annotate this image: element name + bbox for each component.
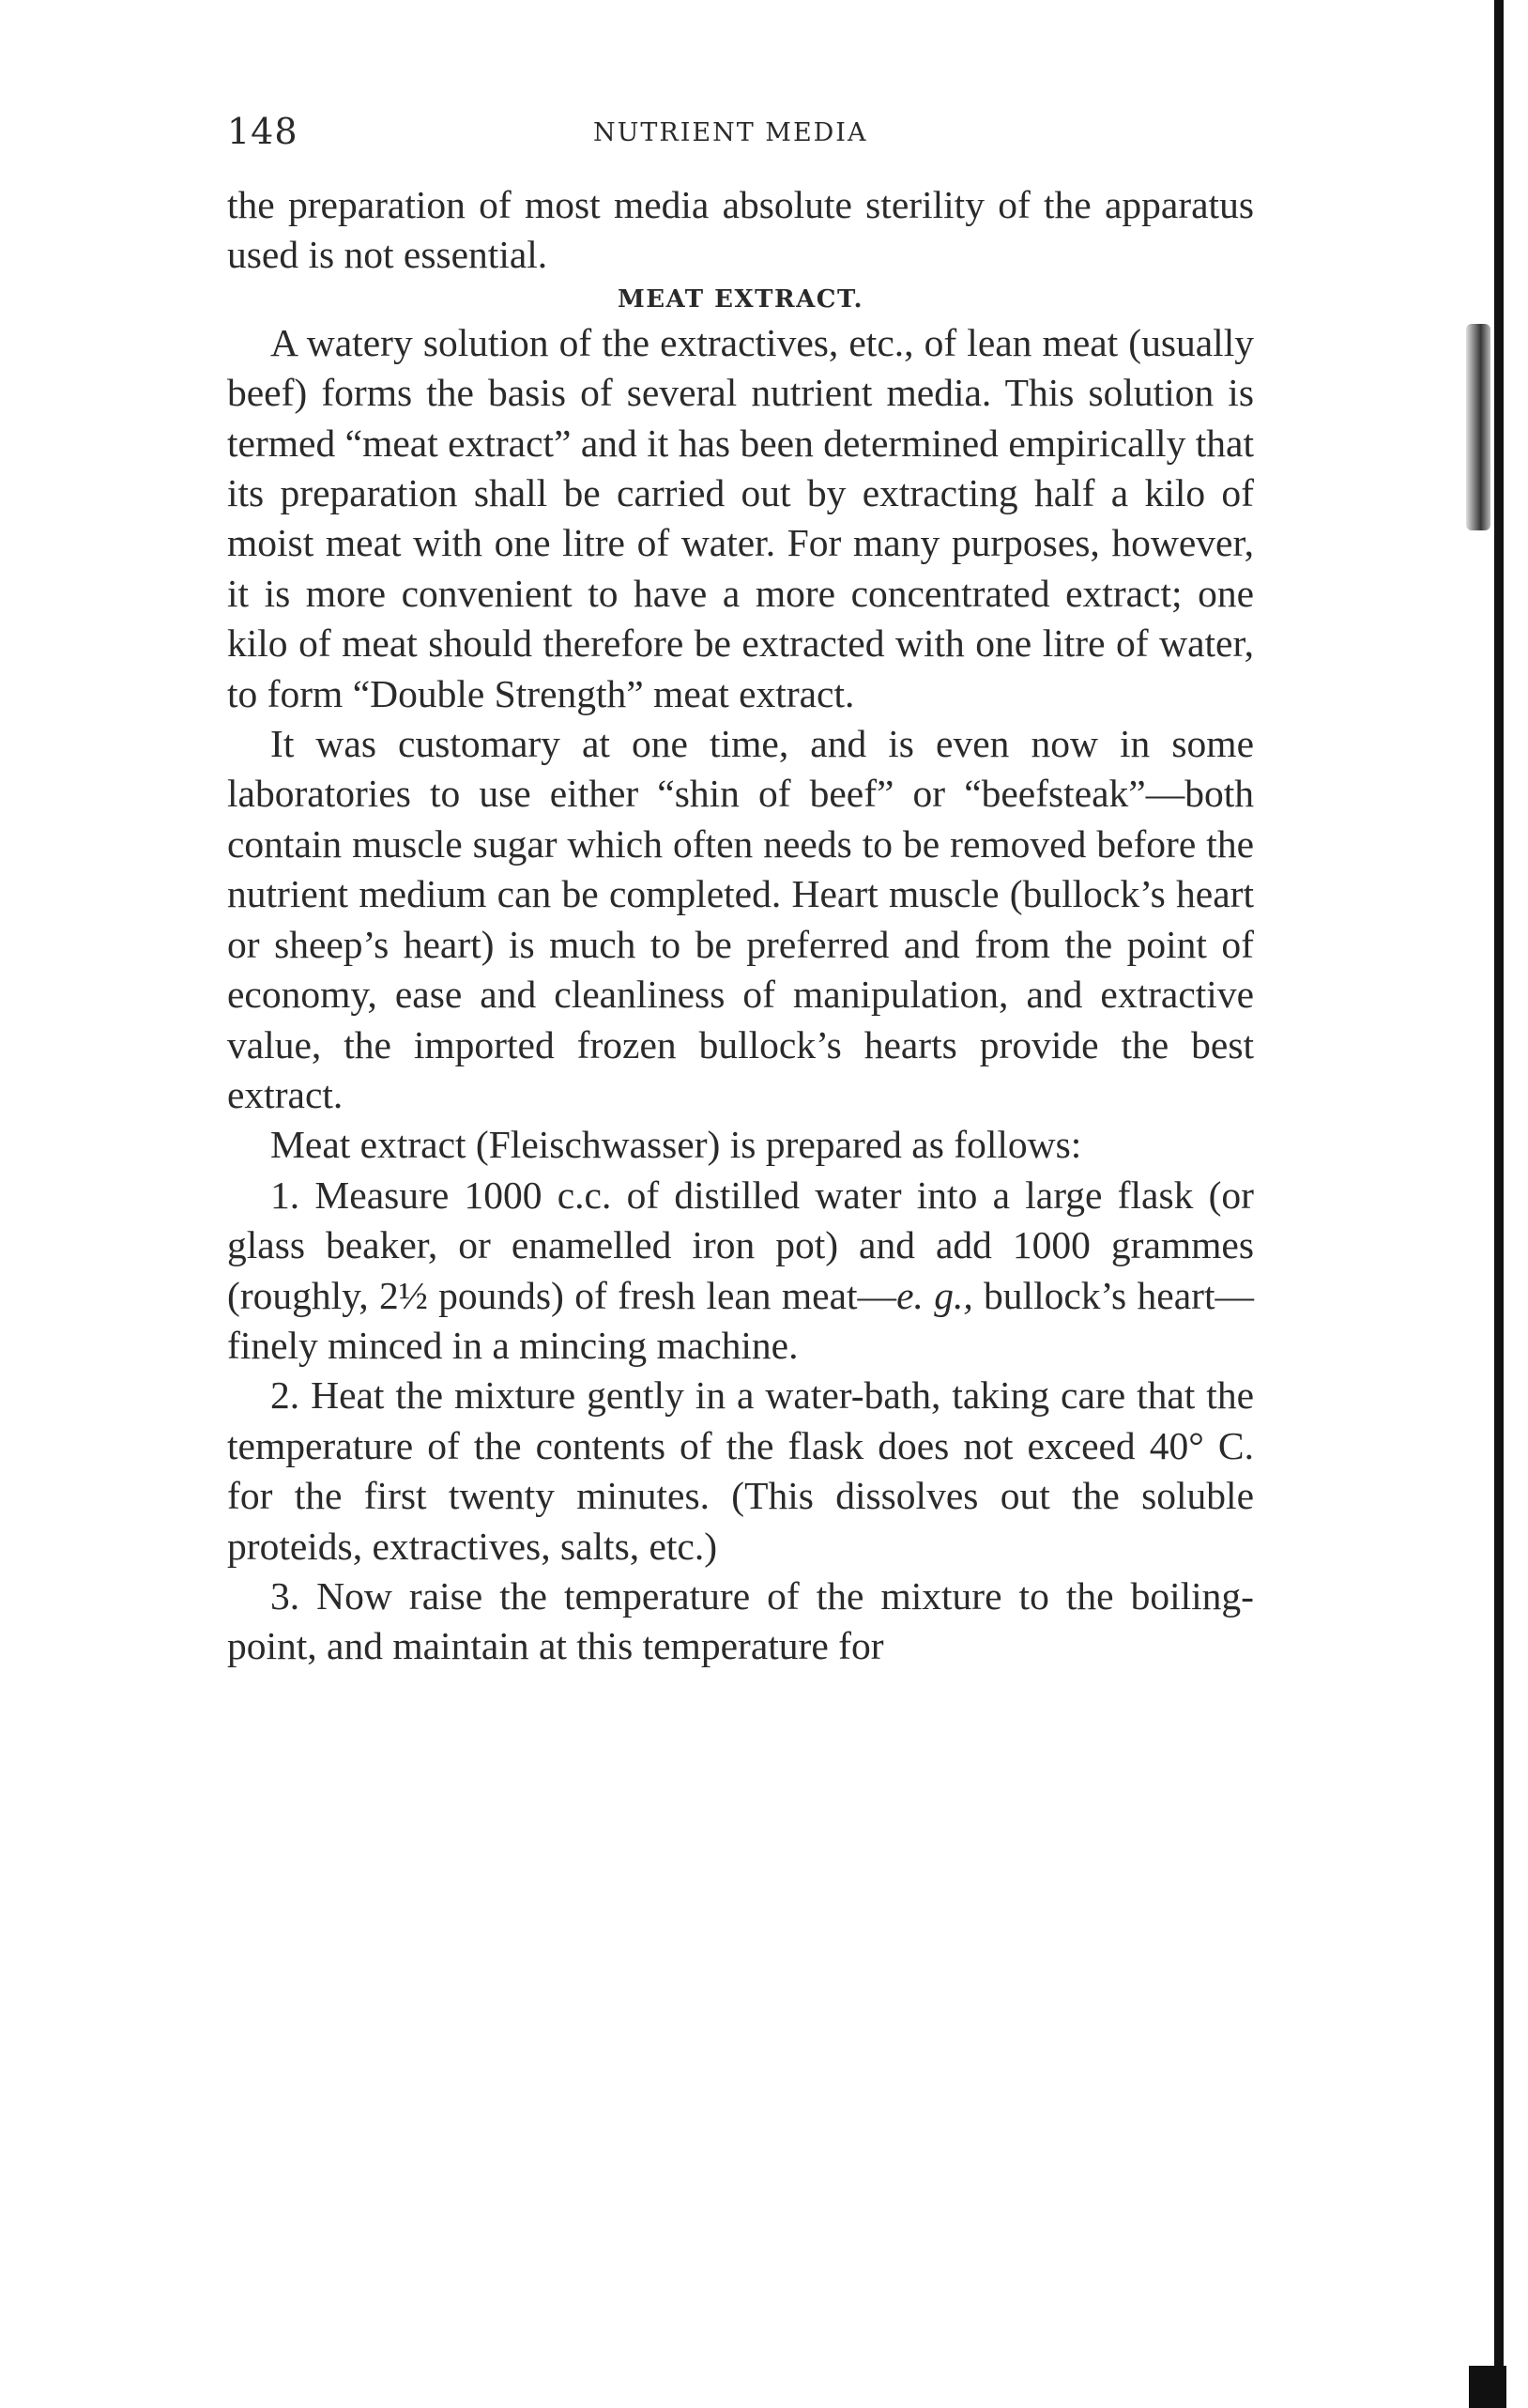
step-text: Heat the mixture gently in a water-bath, taking care that the temperature of the contents of the flask does not exceed 40° C. for the first twenty minutes. (This dissolves out the soluble proteids, extractives, salts, etc.) [227, 1373, 1254, 1568]
step-text: Measure 1000 c.c. of distilled water into a large flask (or glass beaker, or enamelled iron pot) and add 1000 grammes (roughly, 2½ pounds) of fresh lean meat— [227, 1173, 1254, 1317]
binding-smudge [1466, 324, 1490, 530]
step-text: Now raise the temperature of the mixture to the boiling-point, and maintain at this temperature for [227, 1573, 1254, 1668]
running-header [227, 111, 1260, 158]
page-number: 148 [227, 111, 298, 152]
step-number: 2. [270, 1373, 300, 1418]
paragraph-meat-extract-intro: A watery solution of the extractives, etc., of lean meat (usually beef) forms the basis of several nutrient media. This solution is termed “meat extract” and it has been determined empirically that its preparation shall be carried out by extracting half a kilo of moist meat with one litre of water. For many purposes, however, it is more convenient to have a more concentrated extract; one kilo of meat should therefore be extracted with one litre of water, to form “Double Strength” meat extract. [227, 320, 1254, 715]
body-text [227, 180, 1254, 1672]
binding-edge-foot [1469, 2366, 1506, 2408]
step-number: 1. [270, 1173, 300, 1217]
binding-edge-line [1494, 0, 1504, 2408]
paragraph-preparation-intro: Meat extract (Fleischwasser) is prepared as follows: [270, 1123, 1082, 1167]
paragraph-heart-muscle: It was customary at one time, and is even now in some laboratories to use either “shin of beef” or “beefsteak”—both contain muscle sugar which often needs to be removed before the nutrient medium can be completed. Heart muscle (bullock’s heart or sheep’s heart) is much to be preferred and from the point of economy, ease and cleanliness of manipulation, and extractive value, the imported frozen bullock’s hearts provide the best extract. [227, 722, 1254, 1116]
step-2 [227, 1371, 1254, 1572]
running-title: NUTRIENT MEDIA [593, 118, 868, 147]
opening-paragraph: the preparation of most media absolute sterility of the apparatus used is not essential. [227, 183, 1254, 277]
step-3 [227, 1572, 1254, 1672]
section-heading: MEAT EXTRACT. [617, 284, 864, 314]
step-number: 3. [270, 1573, 300, 1618]
step-1 [227, 1171, 1254, 1372]
step-text-continued: bullock’s heart—finely minced in a mincing machine. [227, 1273, 1254, 1367]
step-italic: e. g., [896, 1273, 973, 1317]
